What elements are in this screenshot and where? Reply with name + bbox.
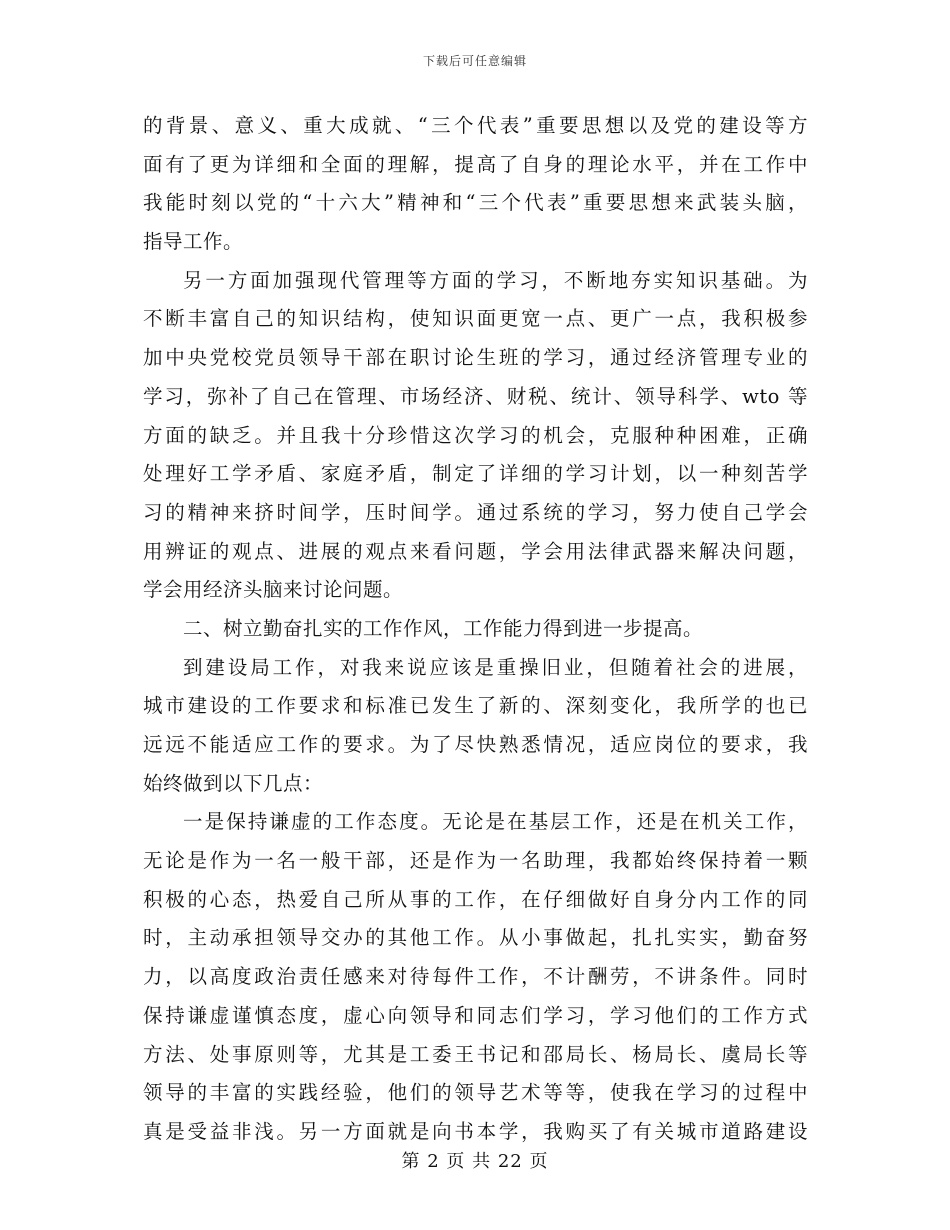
paragraph [143,107,808,262]
paragraph [143,649,808,804]
text-line: 处理好工学矛盾、家庭矛盾，制定了详细的学习计划，以一种刻苦学 [143,462,808,486]
text-line: 始终做到以下几点： [143,771,324,795]
text-line: 的背景、意义、重大成就、“三个代表”重要思想以及党的建设等方 [143,114,808,137]
text-line: 力，以高度政治责任感来对待每件工作，不计酬劳，不讲条件。同时 [143,965,808,989]
text-line: 领导的丰富的实践经验，他们的领导艺术等等，使我在学习的过程中 [143,1081,808,1105]
text-line: 指导工作。 [143,230,244,254]
text-line: 时，主动承担领导交办的其他工作。从小事做起，扎扎实实，勤奋努 [143,926,808,950]
text-line: 保持谦虚谨慎态度，虚心向领导和同志们学习，学习他们的工作方式 [143,1003,808,1027]
text-line: 面有了更为详细和全面的理解，提高了自身的理论水平，并在工作中 [143,152,808,176]
text-line: 方面的缺乏。并且我十分珍惜这次学习的机会，克服种种困难，正确 [143,423,808,447]
text-line: 到建设局工作，对我来说应该是重操旧业，但随着社会的进展， [183,655,808,679]
text-line: 真是受益非浅。另一方面就是向书本学，我购买了有关城市道路建设 [143,1119,808,1143]
paragraph [143,803,808,1151]
section-heading [143,610,808,649]
text-line: 用辨证的观点、进展的观点来看问题，学会用法律武器来解决问题， [143,539,808,563]
text-line: 远远不能适应工作的要求。为了尽快熟悉情况，适应岗位的要求，我 [143,733,808,756]
text-line: 习的精神来挤时间学，压时间学。通过系统的学习，努力使自己学会 [143,500,808,524]
text-line: 学习，弥补了自己在管理、市场经济、财税、统计、领导科学、wto 等 [143,384,808,408]
text-line: 我能时刻以党的“十六大”精神和“三个代表”重要思想来武装头脑， [143,191,808,215]
text-line: 学会用经济头脑来讨论问题。 [143,578,404,602]
text-line: 加中央党校党员领导干部在职讨论生班的学习，通过经济管理专业的 [143,346,808,370]
text-line: 方法、处事原则等，尤其是工委王书记和邵局长、杨局长、虞局长等 [143,1042,808,1066]
text-line: 无论是作为一名一般干部，还是作为一名助理，我都始终保持着一颗 [143,849,808,873]
header-note: 下载后可任意编辑 [422,54,527,68]
text-line: 一是保持谦虚的工作态度。无论是在基层工作，还是在机关工作， [183,810,808,834]
document-body [143,107,808,1152]
text-line: 不断丰富自己的知识结构，使知识面更宽一点、更广一点，我积极参 [143,307,808,331]
text-line: 另一方面加强现代管理等方面的学习，不断地夯实知识基础。为 [183,268,808,292]
text-line: 积极的心态，热爱自己所从事的工作，在仔细做好自身分内工作的同 [143,887,808,911]
paragraph [143,262,808,610]
page-number-footer: 第 2 页 共 22 页 [401,1151,549,1172]
text-line: 二、树立勤奋扎实的工作作风，工作能力得到进一步提高。 [183,616,704,640]
text-line: 城市建设的工作要求和标准已发生了新的、深刻变化，我所学的也已 [143,694,808,718]
